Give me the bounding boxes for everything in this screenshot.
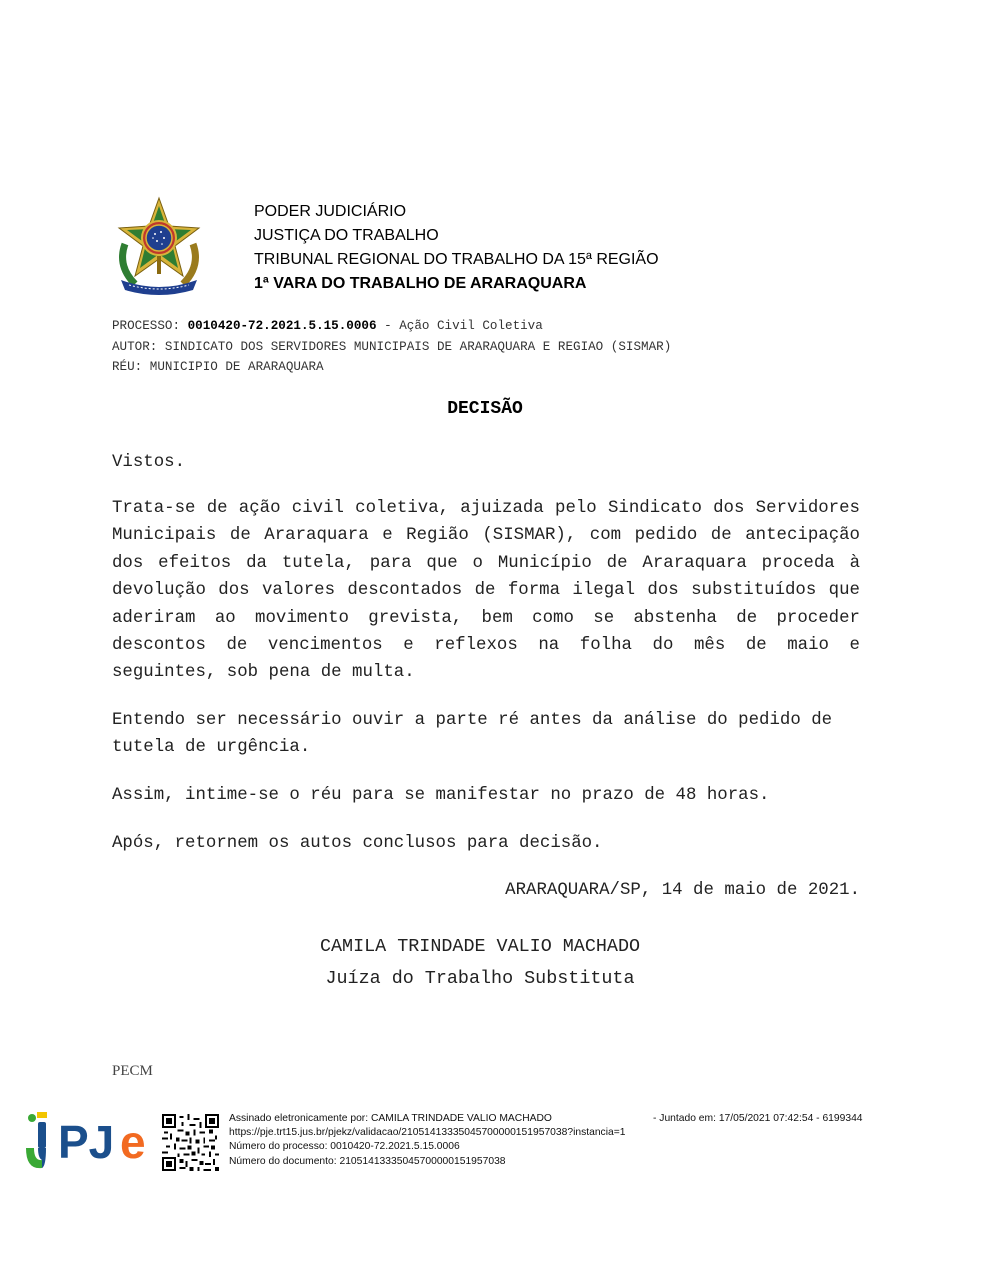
case-info <box>112 316 671 378</box>
footer-document-number: Número do documento: 21051413335045700000151957038 <box>229 1155 506 1167</box>
paragraph-reasoning: Entendo ser necessário ouvir a parte ré antes da análise do pedido de tutela de urgência. <box>112 711 833 758</box>
initials: PECM <box>112 1063 153 1079</box>
signer-name: CAMILA TRINDADE VALIO MACHADO <box>319 936 641 957</box>
process-number: 0010420-72.2021.5.15.0006 <box>187 319 377 333</box>
place-date: ARARAQUARA/SP, 14 de maio de 2021. <box>505 881 860 900</box>
header-line-vara: 1ª VARA DO TRABALHO DE ARARAQUARA <box>254 275 587 292</box>
process-class: - Ação Civil Coletiva <box>384 319 543 333</box>
document-title: DECISÃO <box>447 399 523 419</box>
header-line-judiciary: PODER JUDICIÁRIO <box>254 203 407 220</box>
case-defendant-line: RÉU: MUNICIPIO DE ARARAQUARA <box>112 360 324 374</box>
header-line-tribunal: TRIBUNAL REGIONAL DO TRABALHO DA 15ª REGIÃO <box>254 251 659 268</box>
svg-text:PJ: PJ <box>58 1116 115 1168</box>
signature-block <box>0 931 960 995</box>
case-process-line <box>112 316 671 337</box>
brazil-coat-of-arms-icon <box>111 194 207 298</box>
paragraph-vistos: Vistos. <box>112 453 186 472</box>
svg-text:e: e <box>120 1116 146 1168</box>
signer-role: Juíza do Trabalho Substituta <box>325 968 635 989</box>
footer-joined-date: - Juntado em: 17/05/2021 07:42:54 - 6199344 <box>653 1113 863 1124</box>
process-label: PROCESSO: <box>112 319 181 333</box>
footer-process-number: Número do processo: 0010420-72.2021.5.15.0006 <box>229 1141 460 1153</box>
paragraph-conclusion: Após, retornem os autos conclusos para decisão. <box>112 834 603 853</box>
pje-logo <box>24 1108 154 1174</box>
header-line-justice: JUSTIÇA DO TRABALHO <box>254 227 439 244</box>
case-author-line: AUTOR: SINDICATO DOS SERVIDORES MUNICIPAIS DE ARARAQUARA E REGIAO (SISMAR) <box>112 339 672 354</box>
footer-validation-url[interactable]: https://pje.trt15.jus.br/pjekz/validacao/21051413335045700000151957038?instancia=1 <box>229 1127 626 1139</box>
signature-footer <box>229 1112 625 1169</box>
court-header <box>254 200 659 296</box>
paragraph-order: Assim, intime-se o réu para se manifestar no prazo de 48 horas. <box>112 786 770 805</box>
paragraph-case-summary: Trata-se de ação civil coletiva, ajuizada pelo Sindicato dos Servidores Municipais de Araraquara e Região (SISMAR), com pedido de antecipação dos efeitos da tutela, para que o Município de Araraquara proceda à devolução dos valores descontados de forma ilegal dos substituídos que aderiram ao movimento grevista, bem como se abstenha de proceder descontos de vencimentos e reflexos na folha do mês de maio e seguintes, sob pena de multa. <box>112 499 860 683</box>
footer-signed-by: Assinado eletronicamente por: CAMILA TRINDADE VALIO MACHADO <box>229 1113 552 1124</box>
qr-code-icon <box>162 1114 219 1171</box>
